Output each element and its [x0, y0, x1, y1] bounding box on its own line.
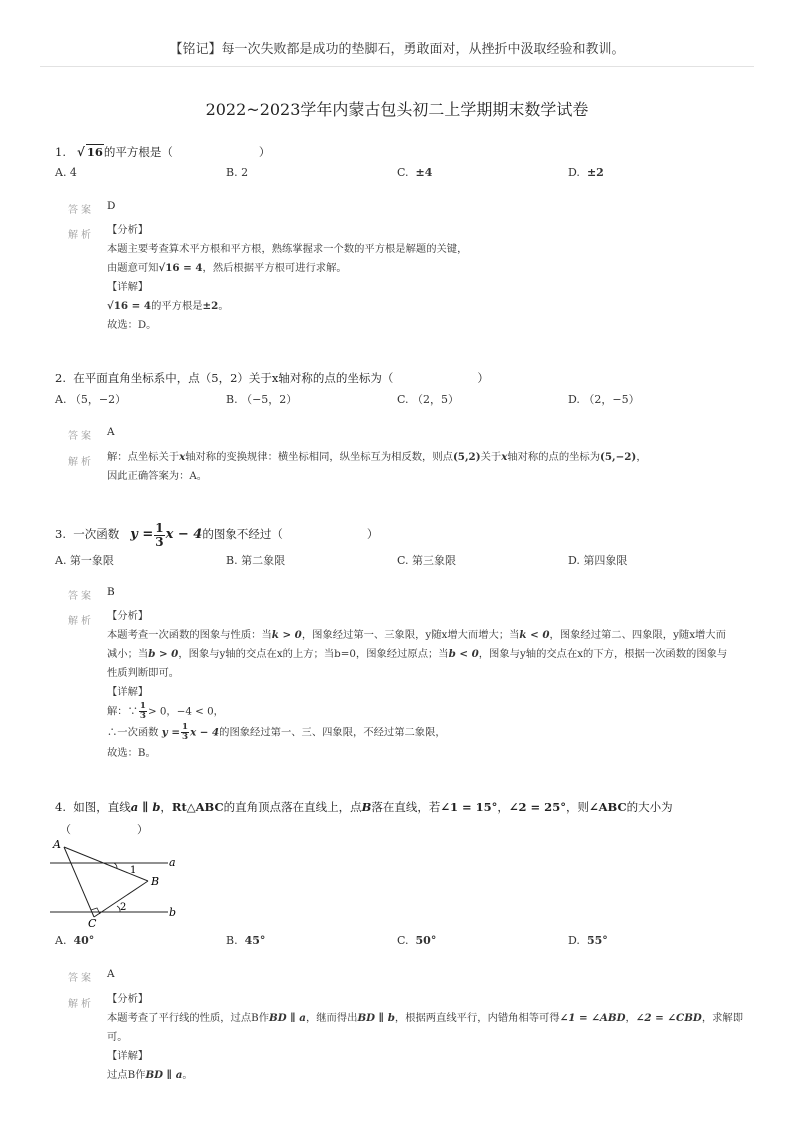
q3-answer: B [107, 586, 115, 598]
q2-option-a[interactable]: A. （5，−2） [55, 393, 127, 406]
q2-answer: A [107, 426, 115, 438]
q4-answer: A [107, 968, 115, 980]
answer-label: 答案 [68, 431, 94, 442]
question-text: 的平方根是（ [103, 145, 173, 159]
analysis-label: 解析 [68, 230, 94, 241]
label-line-a: a [169, 856, 176, 869]
q2-option-c[interactable]: C. （2，5） [397, 393, 460, 406]
paren-close: ） [258, 145, 271, 159]
exam-title: 2022~2023学年内蒙古包头初二上学期期末数学试卷 [205, 100, 589, 119]
q4-option-b[interactable]: B. 45° [226, 934, 266, 947]
q3-option-d[interactable]: D. 第四象限 [568, 554, 628, 567]
q1-option-c[interactable]: C. ±4 [397, 166, 433, 179]
answer-label: 答案 [68, 205, 94, 216]
label-line-b: b [169, 906, 177, 919]
q2-option-b[interactable]: B. （−5，2） [226, 393, 298, 406]
q4-figure [50, 836, 190, 928]
q4-option-a[interactable]: A. 40° [55, 934, 95, 947]
q3-option-a[interactable]: A. 第一象限 [55, 554, 114, 567]
q1-option-d[interactable]: D. ±2 [568, 166, 604, 179]
analysis-label: 解析 [68, 616, 94, 627]
label-angle-1: 1 [130, 865, 137, 876]
q1-explanation: 【分析】 本题主要考查算术平方根和平方根，熟练掌握求一个数的平方根是解题的关键， 由题意可知√16 = 4，然后根据平方根可进行求解。 【详解】 √16 = 4的平方根是±2。 故选：D。 [107, 224, 468, 331]
q4-option-d[interactable]: D. 55° [568, 934, 608, 947]
label-point-c: C [88, 917, 97, 928]
q3-explanation: 【分析】 本题考查一次函数的图象与性质：当k > 0，图象经过第一、三象限，y随x增大而增大；当k < 0，图象经过第二、四象限，y随x增大而 减小；当b > 0，图象与y轴的交点在x的上方；当b=0，图象经过原点；当b < 0，图象与y轴的交点在x的下方，根据一次函数的图象与 性质判断即可。 【详解】 解：∵ $\frac{1}{3}$ > 0，−4 < 0， ∴一次函数 y = $\frac{1}{3}$ x − 4的图象经过第一、三、四象限，不经过第二象限， 故选：B。 [107, 610, 728, 759]
label-point-a: A [53, 838, 61, 851]
q4-option-c[interactable]: C. 50° [397, 934, 437, 947]
question-number: 1. [55, 145, 66, 159]
q3-option-b[interactable]: B. 第二象限 [226, 554, 286, 567]
question-number: 3. [55, 527, 66, 542]
question-number: 2. [55, 371, 66, 385]
answer-label: 答案 [68, 591, 94, 602]
question-1-stem [55, 144, 270, 160]
q4-explanation: 【分析】 本题考查了平行线的性质，过点B作BD ∥ a，继而得出BD ∥ b，根据两直线平行，内错角相等可得∠1 = ∠ABD，∠2 = ∠CBD，求解即 可。 【详解】 过点B作BD ∥ a。 [107, 993, 744, 1081]
label-angle-2: 2 [120, 902, 127, 913]
radicand: 16 [86, 145, 103, 159]
analysis-label: 解析 [68, 999, 94, 1010]
question-2-stem: 2. 在平面直角坐标系中，点（5，2）关于x轴对称的点的坐标为（ ） [55, 371, 489, 385]
q1-option-b[interactable]: B. 2 [226, 166, 249, 179]
sqrt-symbol: √ [76, 145, 85, 159]
analysis-label: 解析 [68, 457, 94, 468]
q1-answer: D [107, 200, 116, 212]
header-divider [40, 66, 754, 67]
motto-banner: 【铭记】每一次失败都是成功的垫脚石，勇敢面对，从挫折中汲取经验和教训。 [169, 42, 625, 57]
question-4-stem: 4. 如图，直线a ∥ b，Rt△ABC的直角顶点落在直线上，点B落在直线，若∠1 = 15°，∠2 = 25°，则∠ABC的大小为 [55, 800, 673, 814]
q3-option-c[interactable]: C. 第三象限 [397, 554, 457, 567]
q2-option-d[interactable]: D. （2，−5） [568, 393, 640, 406]
q1-option-a[interactable]: A. 4 [55, 166, 77, 179]
label-point-b: B [151, 875, 160, 888]
question-4-paren: （ ） [60, 823, 148, 836]
question-3-stem: 3. 一次函数 y = $\frac{1}{3}$ x − 4的图象不经过（ ） [55, 521, 379, 549]
answer-label: 答案 [68, 973, 94, 984]
question-number: 4. [55, 800, 66, 814]
q2-explanation: 解：点坐标关于x轴对称的变换规律：横坐标相同，纵坐标互为相反数，则点(5,2)关于x轴对称的点的坐标为(5,−2)， 因此正确答案为：A。 [107, 451, 647, 482]
question-text: 在平面直角坐标系中，点（5，2）关于x轴对称的点的坐标为（ [73, 371, 394, 385]
